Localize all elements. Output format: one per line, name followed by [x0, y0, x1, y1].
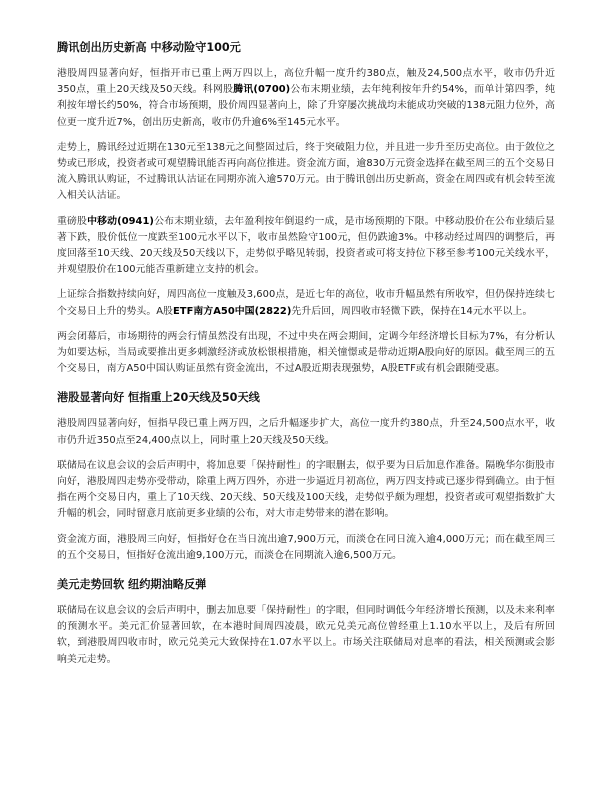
stock-name: 腾讯(0700) [233, 84, 291, 96]
paragraph: 联储局在议息会议的会后声明中，将加息要「保持耐性」的字眼删去，似乎要为日后加息作准备。隔晚华尔街股市向好，港股周四走势亦受带动，除重上两万四外，亦进一步逼近月初高位，两万四支持或已逐步得到确立。由于恒指在两个交易日内，重上了10天线、20天线、50天线及100天线，走势似乎颇为理想，投资者或可观望指数扩大升幅的机会，同时留意月底前更多业绩的公布，对大市走势带来的潜在影响。 [57, 459, 555, 520]
section-heading: 腾讯创出历史新高 中移动险守100元 [57, 41, 241, 54]
article [57, 40, 555, 668]
section-heading: 美元走势回软 纽约期油略反弹 [57, 578, 207, 592]
paragraph: 联储局在议息会议的会后声明中，删去加息要「保持耐性」的字眼，但同时调低今年经济增长预测，以及未来利率的预测水平。美元汇价显著回软，在本港时间周四凌晨，欧元兑美元高位曾经重上1.10水平以上，及后有所回软，到港股周四收市时，欧元兑美元大致保持在1.07水平以上。市场关注联储局对息率的看法，相关预测或会影响美元走势。 [57, 605, 555, 665]
stock-name: 中移动(0941) [87, 215, 154, 227]
paragraph [57, 214, 555, 279]
paragraph-text: 港股周四显著向好，恒指开市已重上两万四以上，高位升幅一度升约380点，触及24,500点水平，收市仍升近350点，重上20天线及50天线。科网股 [57, 68, 555, 96]
paragraph: 走势上，腾讯经过近期在130元至138元之间整固过后，终于突破阻力位，并且进一步升至历史高位。由于敛位之势或已形成，投资者或可观望腾讯能否再向高位推进。资金流方面，逾830万元资金选择在截至周三的五个交易日流入腾讯认购证，不过腾讯认沽证在同期亦流入逾570万元。由于腾讯创出历史新高，资金在周四或有机会转至流入相关认沽证。 [57, 141, 555, 202]
paragraph [57, 287, 555, 319]
paragraph: 港股周四显著向好，恒指早段已重上两万四，之后升幅逐步扩大，高位一度升约380点，升至24,500点水平，收市仍升近350点至24,400点以上，同时重上20天线及50天线。 [57, 418, 555, 446]
section-heading: 港股显著向好 恒指重上20天线及50天线 [57, 391, 260, 405]
paragraph-text: 重磅股 [57, 215, 88, 227]
stock-name: ETF南方A50中国(2822) [172, 305, 292, 317]
paragraph-text: 先升后回，周四收市轻微下跌，保持在14元水平以上。 [291, 305, 533, 317]
paragraph: 资金流方面，港股周三向好，恒指好仓在当日流出逾7,900万元，而淡仓在同日流入逾4,000万元；而在截至周三的五个交易日，恒指好仓流出逾9,100万元，而淡仓在同期流入逾6,500万元。 [57, 533, 555, 561]
paragraph-text: 上证综合指数持续向好，周四高位一度触及3,600点，是近七年的高位，收市升幅虽然有所收窄，但仍保持连续七个交易日上升的势头。A股 [57, 289, 555, 317]
paragraph-text: 公布末期业绩，去年纯利按年升约54%，而单计第四季，纯利按年增长约50%，符合市场预期，股价周四显著向上，除了升穿屡次挑战均未能成功突破的138元阻力位外，高位更一度升近7%，创出历史新高，收市仍升逾6%至145元水平。 [57, 84, 556, 128]
paragraph [57, 66, 555, 131]
paragraph-text: 公布末期业绩，去年盈利按年倒退约一成，是市场预期的下限。中移动股价在公布业绩后显著下跌，股价低位一度跌至100元水平以下，收市虽然险守100元，但仍跌逾3%。中移动经过周四的调整后，再度回落至10天线、20天线及50天线以下，走势似乎略见转弱，投资者或可将支持位下移至参考100元关线水平，并观望股价在100元能否重新建立支持的机会。 [57, 215, 555, 276]
paragraph: 两会闭幕后，市场期待的两会行情虽然没有出现，不过中央在两会期间，定调今年经济增长目标为7%，有分析认为如要达标，当局或要推出更多刺激经济或放松银根措施，相关憧憬或是带动近期A股向好的原因。截至周三的五个交易日，南方A50中国认购证虽然有资金流出，不过A股近期表现强势，A股ETF或有机会跟随受惠。 [57, 330, 555, 375]
